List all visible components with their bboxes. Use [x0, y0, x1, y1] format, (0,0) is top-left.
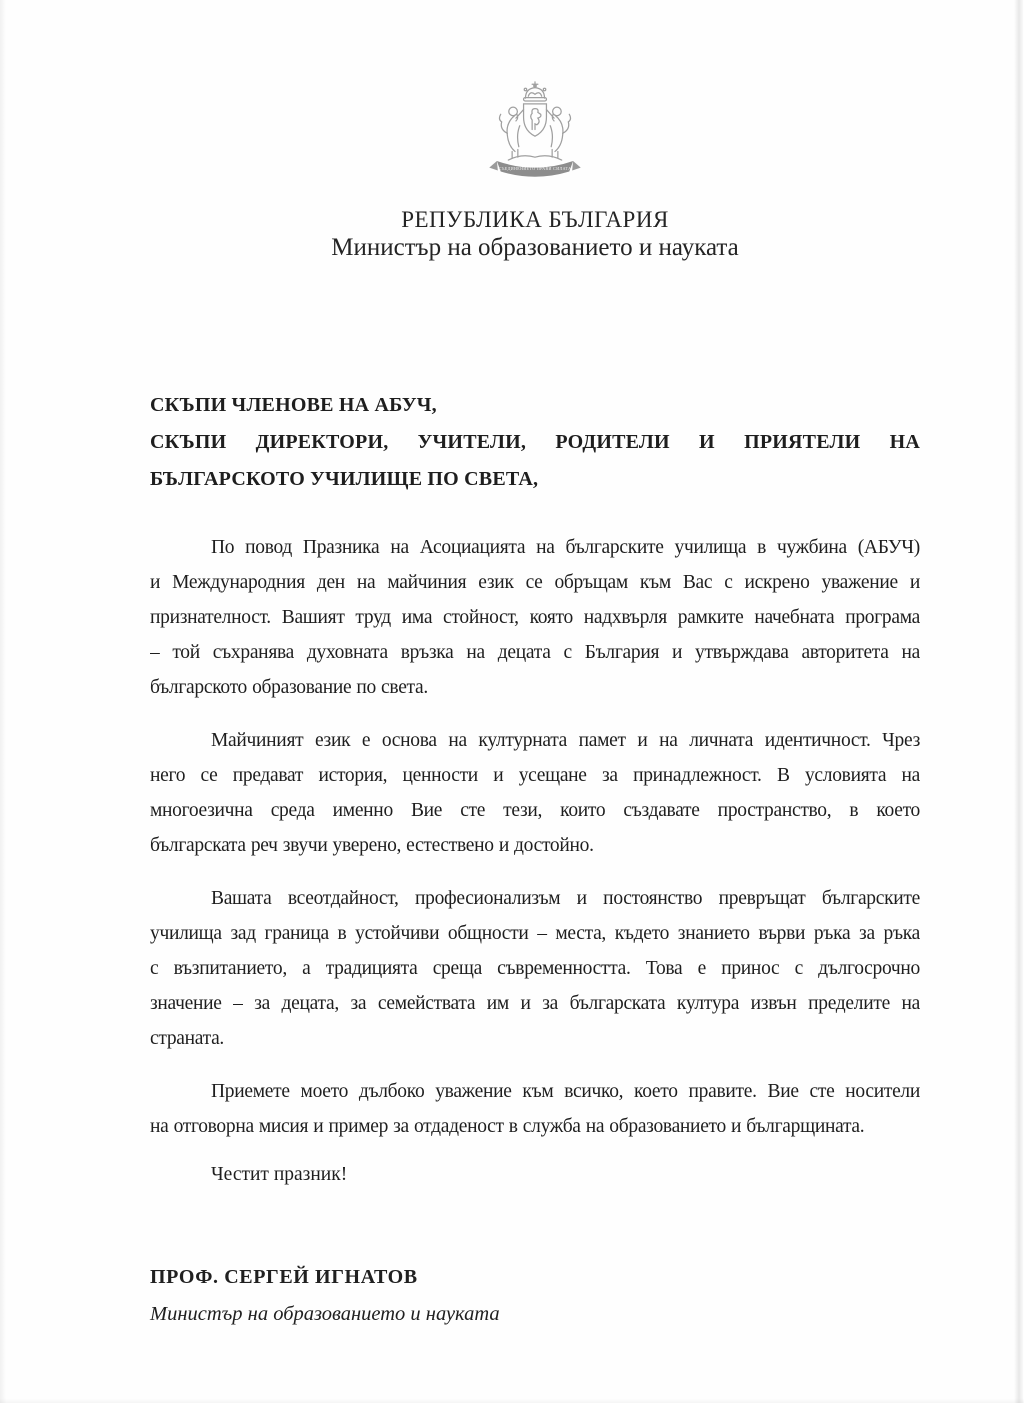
body-line: училища зад граница в устойчиви общности – места, където знанието върви ръка за ръка — [150, 923, 920, 944]
paragraph — [150, 530, 920, 705]
body-line: многоезична среда именно Вие сте тези, които създавате пространство, в което — [150, 800, 920, 821]
scan-edge-left — [0, 0, 6, 1403]
signature-title: Министър на образованието и науката — [150, 1303, 500, 1325]
letterhead — [150, 80, 920, 262]
body-line: – той съхранява духовната връзка на децата с България и утвърждава авторитета на — [150, 642, 920, 663]
body-line: и Международния ден на майчиния език се обръщам към Вас с искрено уважение и — [150, 572, 920, 593]
coat-of-arms-motto: СЪЕДИНЕНИЕТО ПРАВИ СИЛАТА — [498, 166, 572, 172]
body-line: Приемете моето дълбоко уважение към всичко, което правите. Вие сте носители — [211, 1081, 920, 1102]
body-line: българското образование по света. — [150, 677, 428, 698]
body-line: Вашата всеотдайност, професионализъм и постоянство превръщат българските — [211, 888, 920, 909]
minister-subtitle: Министър на образованието и науката — [331, 234, 739, 261]
paragraph — [150, 881, 920, 1056]
signature-block — [150, 1259, 920, 1333]
scan-edge-right — [1014, 0, 1023, 1403]
body-line: По повод Празника на Асоциацията на българските училища в чужбина (АБУЧ) — [211, 537, 920, 558]
body-line: Майчиният език е основа на културната памет и на личната идентичност. Чрез — [211, 730, 920, 751]
body-line: него се предават история, ценности и усещане за принадлежност. В условията на — [150, 765, 920, 786]
body-line: с възпитанието, а традицията среща съвременността. Това е принос с дългосрочно — [150, 958, 920, 979]
paragraph — [150, 1074, 920, 1144]
bulgaria-coat-of-arms-icon — [472, 80, 598, 181]
body-line: на отговорна мисия и пример за отдаденост в служба на образованието и българщината. — [150, 1116, 865, 1137]
body-line: признателност. Вашият труд има стойност, която надхвърля рамките начебната програма — [150, 607, 920, 628]
body-line: българската реч звучи уверено, естествено и достойно. — [150, 835, 594, 856]
paragraph — [150, 723, 920, 863]
salutation-line: СКЪПИ ДИРЕКТОРИ, УЧИТЕЛИ, РОДИТЕЛИ И ПРИЯТЕЛИ НА — [150, 431, 920, 453]
salutation-line: БЪЛГАРСКОТО УЧИЛИЩЕ ПО СВЕТА, — [150, 468, 539, 490]
salutation — [150, 387, 920, 498]
body-line: значение – за децата, за семействата им и за българската култура извън пределите на — [150, 993, 920, 1014]
closing-line: Честит празник! — [211, 1164, 348, 1185]
scan-edge-bottom — [0, 1398, 1024, 1403]
letter-body — [150, 387, 920, 1333]
signature-name: ПРОФ. СЕРГЕЙ ИГНАТОВ — [150, 1266, 418, 1288]
salutation-line: СКЪПИ ЧЛЕНОВЕ НА АБУЧ, — [150, 394, 437, 416]
republic-title: РЕПУБЛИКА БЪЛГАРИЯ — [401, 207, 669, 232]
body-line: страната. — [150, 1028, 224, 1049]
